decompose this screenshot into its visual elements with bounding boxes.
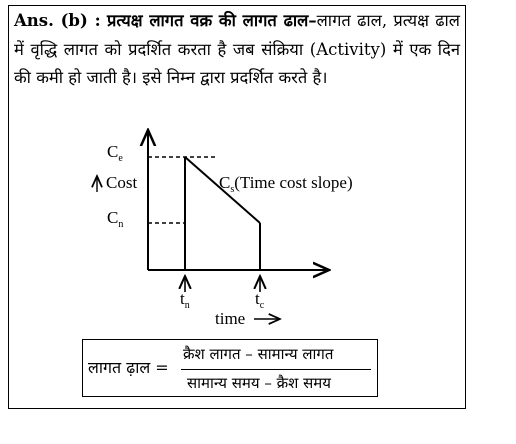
cs-label: $C_s(Time$ cost slope) bbox=[219, 173, 353, 195]
formula-lhs: लागत ढ़ाल = bbox=[88, 358, 169, 377]
cost-label: Cost bbox=[106, 173, 138, 192]
formula-box bbox=[82, 339, 378, 397]
answer-dash: – bbox=[308, 11, 317, 30]
cn-label: $C_n$ bbox=[107, 208, 124, 230]
time-label: time bbox=[215, 309, 246, 328]
tc-label: $t_c$ bbox=[255, 289, 265, 311]
formula-denominator: सामान्य समय – क्रैश समय bbox=[187, 374, 331, 392]
tn-label: $t_n$ bbox=[180, 289, 190, 311]
answer-label: Ans. (b) : bbox=[14, 11, 101, 30]
formula-numerator: क्रैश लागत – सामान्य लागत bbox=[183, 345, 334, 363]
fraction-bar bbox=[181, 369, 371, 370]
answer-text: लागत ढाल, प्रत्यक्ष ढाल में वृद्धि लागत को प्रदर्शित करता है जब संक्रिया (Activity) में एक दिन की कमी हो जाती है। इसे निम्न द्वारा प्रदर्शित करते है। bbox=[14, 11, 460, 87]
ce-label: $C_e$ bbox=[107, 142, 123, 164]
answer-heading: प्रत्यक्ष लागत वक्र की लागत ढाल bbox=[106, 11, 309, 30]
